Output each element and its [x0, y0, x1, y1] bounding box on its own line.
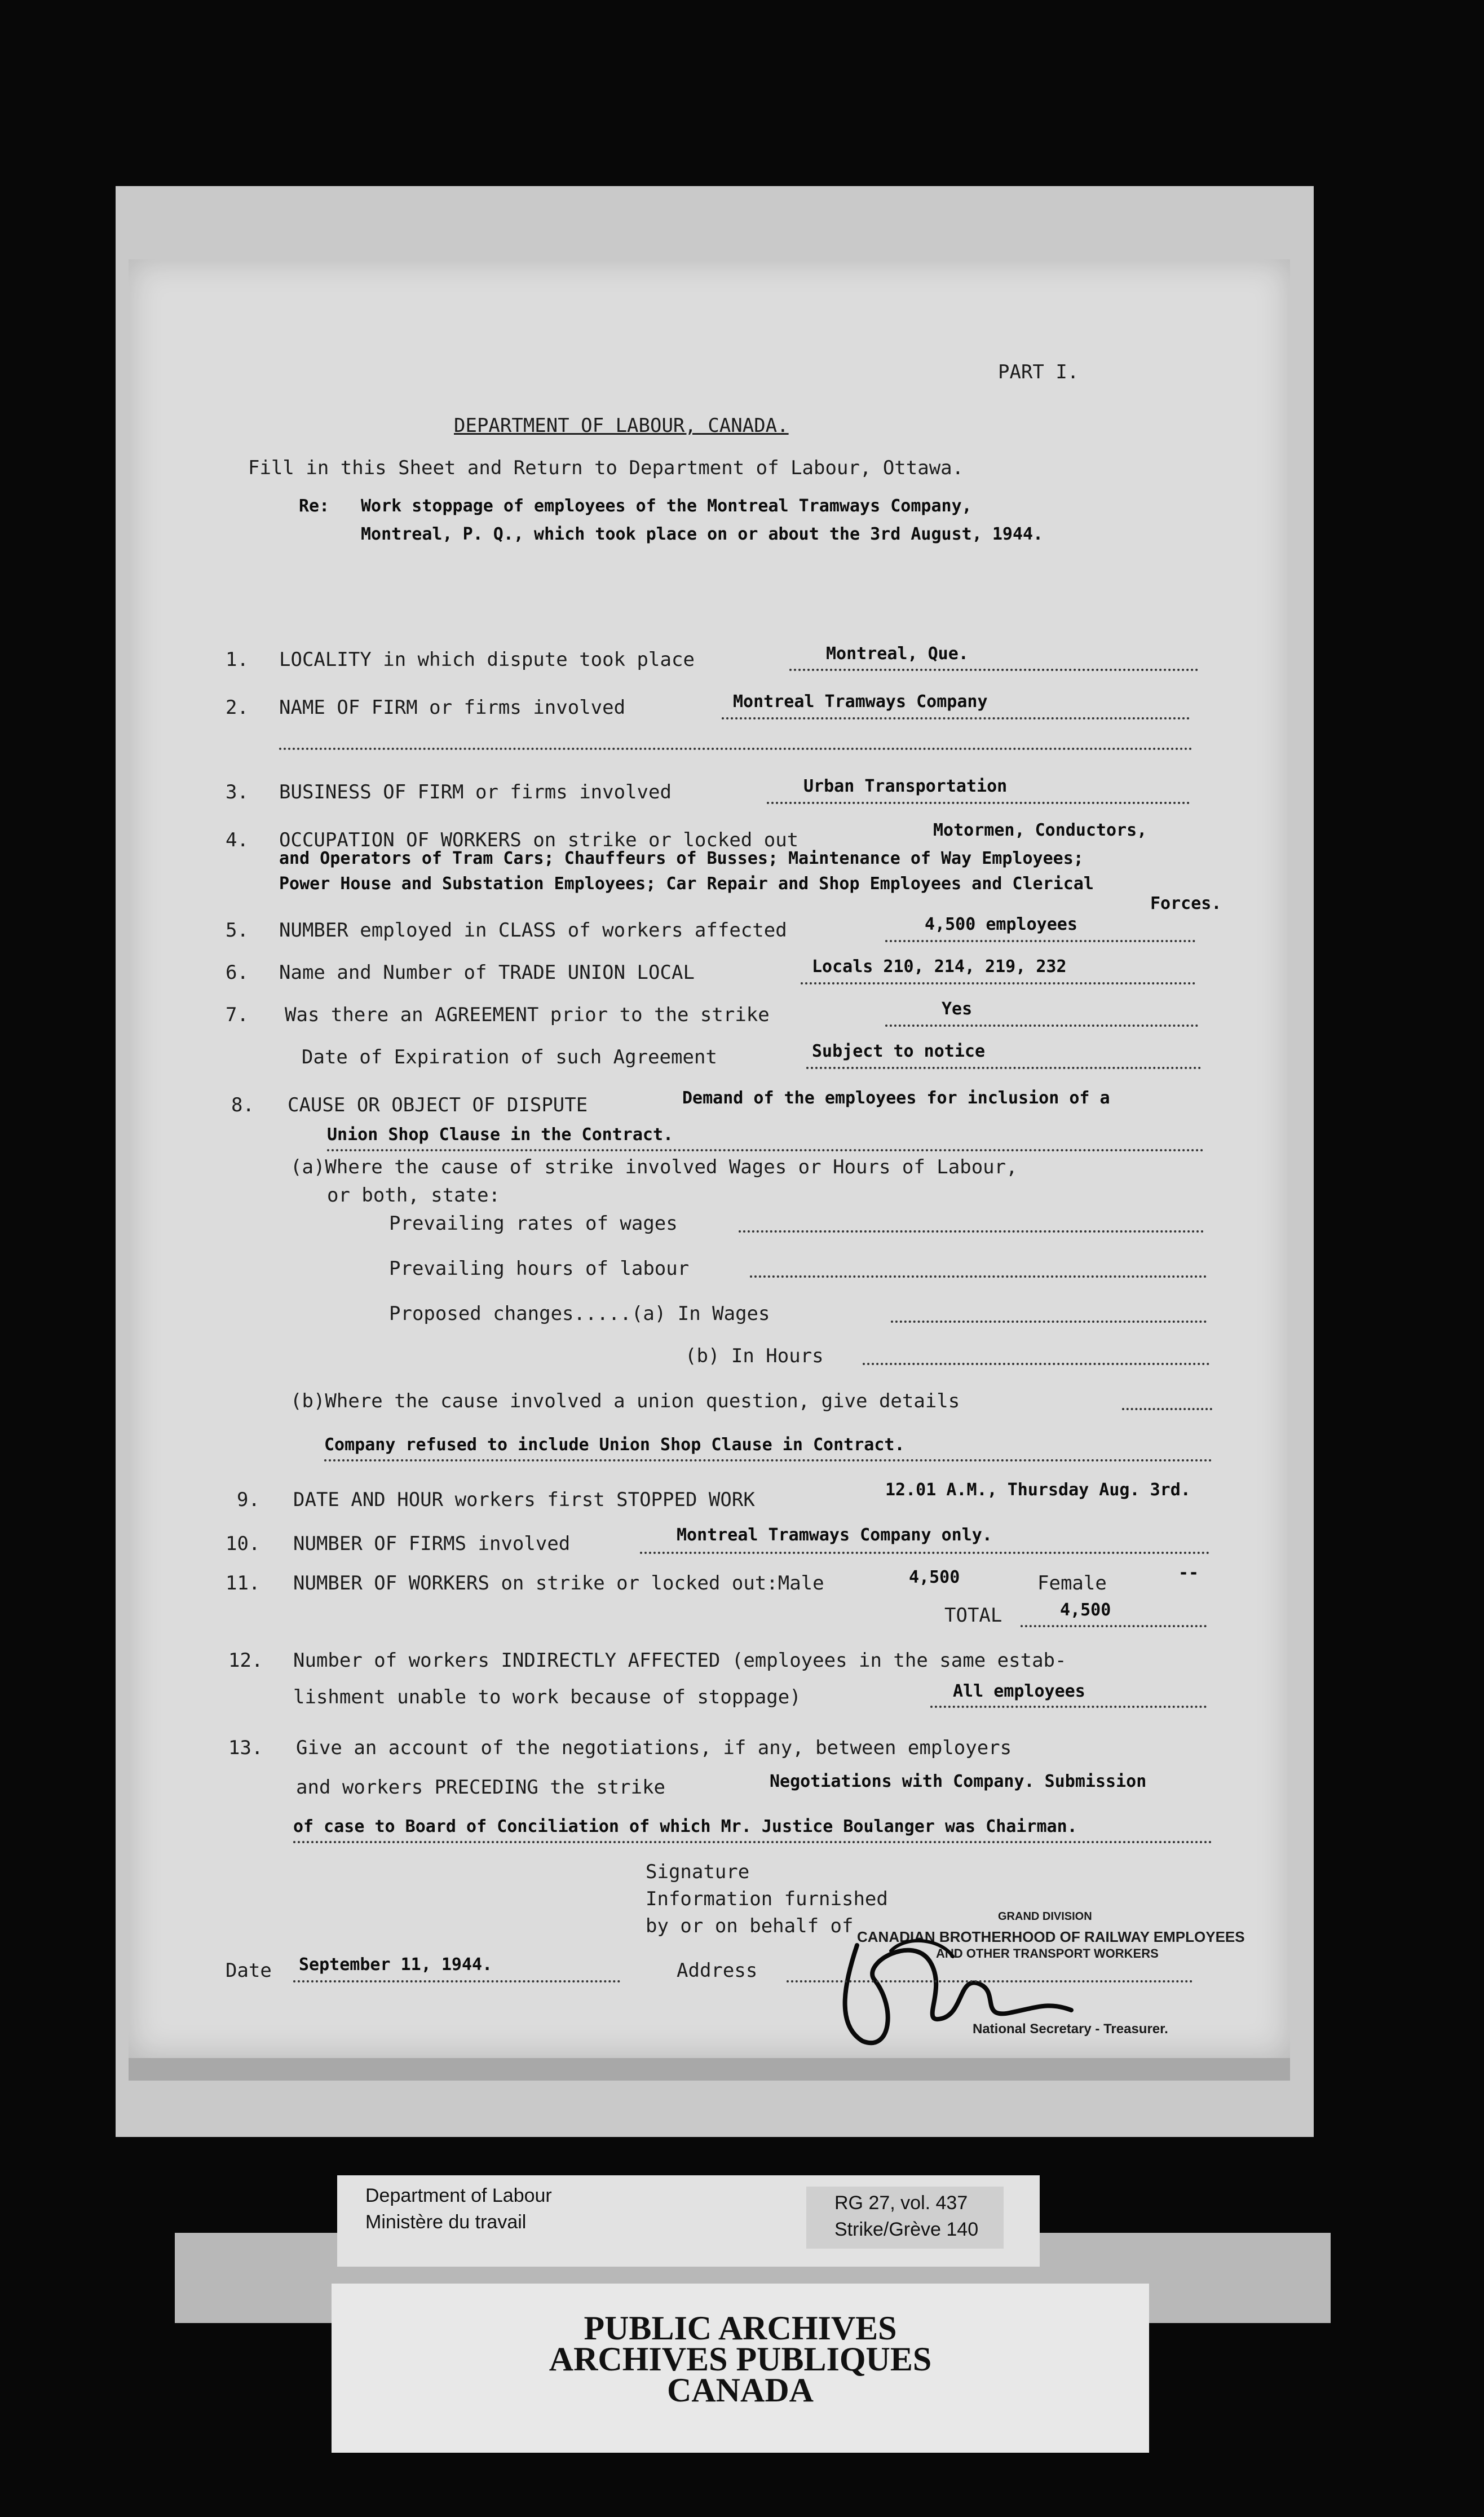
- q5-number: 5.: [226, 919, 249, 942]
- q11-female: --: [1178, 1563, 1199, 1583]
- q5-value: 4,500 employees: [925, 915, 1077, 934]
- q4-label: OCCUPATION OF WORKERS on strike or locked out: [279, 829, 799, 851]
- q8-b-value-dots: [324, 1459, 1212, 1461]
- q8-in-hours-dots: [863, 1363, 1209, 1365]
- q10-number: 10.: [226, 1533, 260, 1555]
- q3-dots: [767, 802, 1190, 804]
- q7-label: Was there an AGREEMENT prior to the strike: [285, 1004, 770, 1026]
- q10-label: NUMBER OF FIRMS involved: [293, 1533, 571, 1555]
- q13-line-2: and workers PRECEDING the strike: [296, 1776, 666, 1799]
- label-rg: RG 27, vol. 437: [834, 2192, 968, 2214]
- q4-value-4: Forces.: [1150, 894, 1222, 913]
- q13-value-2: of case to Board of Conciliation of which Mr. Justice Boulanger was Chairman.: [293, 1817, 1077, 1836]
- q8-number: 8.: [231, 1094, 254, 1116]
- q8-a-line-1: (a)Where the cause of strike involved Wages or Hours of Labour,: [290, 1156, 1018, 1178]
- q6-number: 6.: [226, 961, 249, 984]
- q11-label: NUMBER OF WORKERS on strike or locked out:Male: [293, 1572, 824, 1595]
- info-label: Information furnished: [646, 1888, 888, 1910]
- q8-value-2: Union Shop Clause in the Contract.: [327, 1125, 674, 1145]
- q7-dots: [885, 1025, 1198, 1027]
- q7-number: 7.: [226, 1004, 249, 1026]
- q4-value-2: and Operators of Tram Cars; Chauffeurs of Busses; Maintenance of Way Employees;: [279, 849, 1084, 868]
- re-line-1: Work stoppage of employees of the Montreal Tramways Company,: [361, 496, 972, 516]
- q12-dots: [930, 1706, 1207, 1708]
- q2-value: Montreal Tramways Company: [733, 692, 988, 712]
- q6-dots: [801, 982, 1195, 984]
- q8-hours: Prevailing hours of labour: [389, 1257, 690, 1280]
- q10-value: Montreal Tramways Company only.: [677, 1525, 992, 1545]
- q1-number: 1.: [226, 648, 249, 671]
- q2-number: 2.: [226, 696, 249, 719]
- q8-proposed: Proposed changes.....(a) In Wages: [389, 1302, 770, 1325]
- q8-b-value: Company refused to include Union Shop Clause in Contract.: [324, 1435, 905, 1455]
- q8-a-line-2: or both, state:: [327, 1184, 501, 1207]
- instruction: Fill in this Sheet and Return to Department of Labour, Ottawa.: [248, 457, 964, 479]
- q4-value-1: Motormen, Conductors,: [933, 820, 1147, 840]
- date-dots: [293, 1980, 620, 1982]
- q4-number: 4.: [226, 829, 249, 851]
- q8-b-line: (b)Where the cause involved a union question, give details: [290, 1390, 960, 1412]
- q2-dots: [722, 717, 1190, 719]
- by-label: by or on behalf of: [646, 1915, 854, 1937]
- stamp-title: National Secretary - Treasurer.: [973, 2021, 1168, 2037]
- q8-b-dots: [1122, 1408, 1212, 1410]
- q2-label: NAME OF FIRM or firms involved: [279, 696, 626, 719]
- q7-sub-value: Subject to notice: [812, 1041, 986, 1061]
- stamp-line-1: CANADIAN BROTHERHOOD OF RAILWAY EMPLOYEES: [857, 1928, 1245, 1945]
- label-dept-en: Department of Labour: [365, 2185, 552, 2206]
- q13-line-1: Give an account of the negotiations, if any, between employers: [296, 1737, 1012, 1759]
- q3-label: BUSINESS OF FIRM or firms involved: [279, 781, 672, 803]
- q11-male: 4,500: [909, 1567, 960, 1587]
- q11-total-label: TOTAL: [944, 1604, 1002, 1627]
- label-strike: Strike/Grève 140: [834, 2219, 979, 2240]
- q13-dots: [293, 1841, 1212, 1843]
- q1-label: LOCALITY in which dispute took place: [279, 648, 695, 671]
- q13-number: 13.: [228, 1737, 263, 1759]
- q9-value: 12.01 A.M., Thursday Aug. 3rd.: [885, 1480, 1191, 1500]
- q9-number: 9.: [237, 1489, 260, 1511]
- part-label: PART I.: [998, 361, 1079, 383]
- q13-value-1: Negotiations with Company. Submission: [770, 1772, 1147, 1791]
- q8-hours-dots: [750, 1275, 1207, 1278]
- q7-sub-dots: [806, 1067, 1201, 1069]
- archive-stamp-line-3: CANADA: [667, 2372, 814, 2409]
- archive-stamp-line-1: PUBLIC ARCHIVES: [584, 2310, 897, 2347]
- q7-sub-label: Date of Expiration of such Agreement: [302, 1046, 717, 1068]
- address-label: Address: [677, 1959, 758, 1982]
- q11-total-dots: [1021, 1625, 1207, 1627]
- q6-value: Locals 210, 214, 219, 232: [812, 957, 1067, 977]
- q12-line-2: lishment unable to work because of stoppage): [293, 1686, 801, 1708]
- q2-dots-line-2: [279, 748, 1192, 750]
- sheet-edge: [129, 2058, 1290, 2081]
- q11-total: 4,500: [1060, 1600, 1111, 1620]
- q7-value: Yes: [942, 999, 973, 1019]
- q1-dots: [789, 669, 1198, 671]
- q8-value-1: Demand of the employees for inclusion of a: [682, 1088, 1110, 1108]
- q10-dots: [640, 1552, 1209, 1554]
- q5-label: NUMBER employed in CLASS of workers affected: [279, 919, 787, 942]
- q8-label: CAUSE OR OBJECT OF DISPUTE: [288, 1094, 588, 1116]
- q8-wages-dots: [891, 1321, 1207, 1323]
- q1-value: Montreal, Que.: [826, 644, 969, 664]
- q12-number: 12.: [228, 1649, 263, 1672]
- q12-line-1: Number of workers INDIRECTLY AFFECTED (employees in the same estab-: [293, 1649, 1067, 1672]
- stamp-grand-division: GRAND DIVISION: [998, 1910, 1092, 1923]
- q11-female-label: Female: [1037, 1572, 1107, 1595]
- department-title: DEPARTMENT OF LABOUR, CANADA.: [454, 414, 789, 437]
- archive-stamp-line-2: ARCHIVES PUBLIQUES: [549, 2341, 932, 2378]
- re-line-2: Montreal, P. Q., which took place on or about the 3rd August, 1944.: [361, 524, 1044, 544]
- q11-number: 11.: [226, 1572, 260, 1595]
- q5-dots: [885, 940, 1195, 942]
- q3-value: Urban Transportation: [803, 776, 1008, 796]
- signature-label: Signature: [646, 1861, 750, 1883]
- q8-rates: Prevailing rates of wages: [389, 1212, 678, 1235]
- date-label: Date: [226, 1959, 272, 1982]
- re-label: Re:: [299, 496, 330, 516]
- q8-dots: [327, 1149, 1204, 1151]
- q8-in-hours: (b) In Hours: [685, 1345, 824, 1367]
- q12-value: All employees: [953, 1681, 1085, 1701]
- q4-value-3: Power House and Substation Employees; Car Repair and Shop Employees and Clerical: [279, 874, 1094, 894]
- q8-rates-dots: [739, 1230, 1204, 1233]
- stamp-line-2: AND OTHER TRANSPORT WORKERS: [936, 1946, 1159, 1960]
- q3-number: 3.: [226, 781, 249, 803]
- address-dots: [787, 1980, 1192, 1982]
- date-value: September 11, 1944.: [299, 1955, 493, 1975]
- label-dept-fr: Ministère du travail: [365, 2211, 527, 2233]
- q9-label: DATE AND HOUR workers first STOPPED WORK: [293, 1489, 755, 1511]
- q6-label: Name and Number of TRADE UNION LOCAL: [279, 961, 695, 984]
